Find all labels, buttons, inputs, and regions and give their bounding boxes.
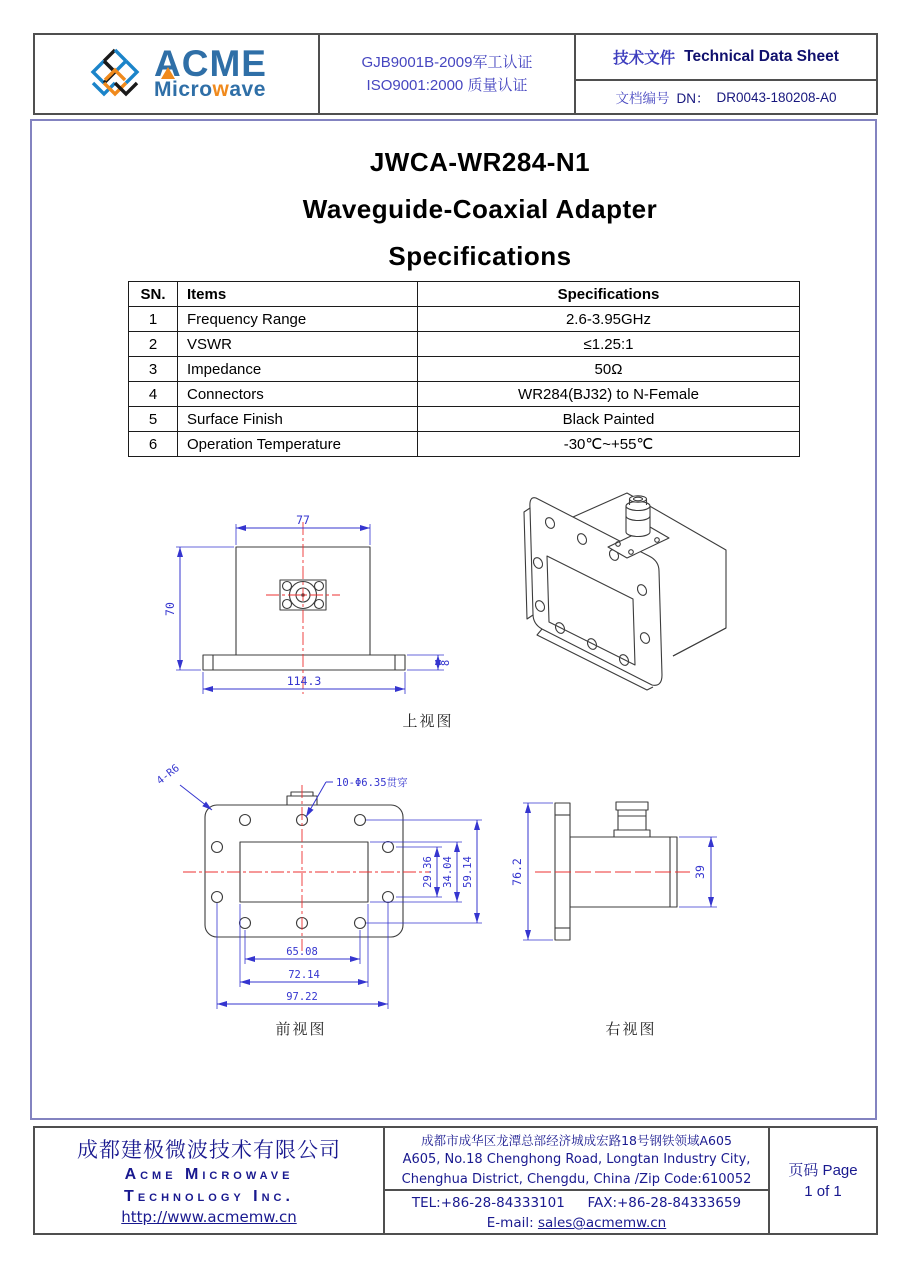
top-view-geometry [203, 547, 405, 670]
dim-body-height: 39 [693, 865, 707, 879]
email-label: E-mail: [486, 1215, 534, 1231]
header-items: Items [178, 282, 418, 307]
section-title: Specifications [388, 241, 572, 271]
dim-top-width: 77 [296, 513, 310, 527]
page-label: 页码 Page [788, 1161, 858, 1179]
cell-sn: 4 [129, 382, 178, 407]
label-corner-radius: 4-R6 [154, 762, 182, 788]
company-name-en-1: Acme Microwave [124, 1166, 294, 1183]
cell-spec: -30℃~+55℃ [418, 432, 800, 457]
right-view-caption: 右视图 [605, 1021, 657, 1038]
doc-number-label-zh: 文档编号 [615, 91, 670, 106]
table-row [129, 407, 800, 432]
acme-logo-mark-icon [86, 47, 144, 101]
label-holes: 10-Φ6.35贯穿 [336, 777, 408, 789]
right-view-geometry [555, 802, 677, 940]
top-view-drawing [150, 488, 470, 728]
cell-item: Surface Finish [178, 407, 418, 432]
dim-height: 70 [163, 602, 177, 616]
cell-sn: 5 [129, 407, 178, 432]
address-en-1: A605, No.18 Chenghong Road, Longtan Industry City, [402, 1152, 751, 1167]
address-zh: 成都市成华区龙潭总部经济城成宏路18号钢铁领域A605 [421, 1133, 732, 1148]
table-header-row [129, 282, 800, 307]
dim-base-width: 114.3 [286, 674, 322, 688]
address-block [385, 1128, 768, 1191]
doc-number-value: DR0043-180208-A0 [716, 89, 837, 105]
doc-number-row [576, 81, 876, 113]
doc-type-en: Technical Data Sheet [684, 48, 839, 65]
logo-wordmark [154, 43, 267, 101]
doc-info-cell [576, 35, 876, 113]
company-name-zh: 成都建极微波技术有限公司 [77, 1139, 341, 1162]
email-link[interactable]: sales@acmemw.cn [537, 1215, 667, 1231]
top-view-caption: 上视图 [402, 713, 454, 730]
certification-cell [320, 35, 576, 113]
fax-value: FAX:+86-28-84333659 [587, 1195, 742, 1211]
cell-spec: 50Ω [418, 357, 800, 382]
company-name-en-2: Technology Inc. [124, 1188, 294, 1205]
front-view-drawing [150, 757, 500, 1019]
dim-h3: 97.22 [286, 991, 318, 1003]
table-row [129, 432, 800, 457]
product-model-title: JWCA-WR284-N1 [369, 147, 591, 177]
email-line [385, 1213, 768, 1233]
cell-sn: 3 [129, 357, 178, 382]
table-row [129, 332, 800, 357]
cell-sn: 6 [129, 432, 178, 457]
dim-base-thickness: 8 [440, 659, 452, 667]
dim-flange-height: 76.2 [510, 858, 524, 886]
header-specifications: Specifications [418, 282, 800, 307]
front-view-geometry [205, 792, 403, 937]
front-view-caption: 前视图 [275, 1021, 327, 1038]
contact-block [385, 1191, 768, 1233]
dim-v1: 29.36 [422, 856, 434, 888]
logo-acme-text: ACME [154, 43, 267, 84]
dim-h1: 65.08 [286, 946, 318, 958]
doc-type-zh: 技术文件 [613, 50, 676, 67]
certification-line-1: GJB9001B-2009军工认证 [361, 54, 533, 71]
header-bar [33, 33, 878, 115]
footer-address-cell [385, 1128, 770, 1233]
cell-sn: 2 [129, 332, 178, 357]
page-value: 1 of 1 [804, 1182, 842, 1200]
doc-number-label-en: DN： [676, 91, 710, 106]
logo-a-triangle-icon [161, 67, 175, 79]
tel-value: TEL:+86-28-84333101 [411, 1195, 565, 1211]
footer-bar [33, 1126, 878, 1235]
iso-connector [608, 496, 669, 558]
cell-spec: ≤1.25:1 [418, 332, 800, 357]
website-link[interactable]: http://www.acmemw.cn [121, 1208, 297, 1226]
doc-type-row [576, 35, 876, 81]
dim-v2: 34.04 [442, 856, 454, 888]
cell-item: Operation Temperature [178, 432, 418, 457]
tel-fax-line [385, 1193, 768, 1213]
footer-page-cell [770, 1128, 876, 1233]
dim-h2: 72.14 [288, 969, 320, 981]
dim-v3: 59.14 [462, 856, 474, 888]
address-en-2: Chenghua District, Chengdu, China /Zip Code:610052 [401, 1172, 752, 1187]
cell-item: Frequency Range [178, 307, 418, 332]
right-view-drawing [505, 782, 780, 987]
cell-item: Impedance [178, 357, 418, 382]
footer-company-cell [35, 1128, 385, 1233]
cell-spec: 2.6-3.95GHz [418, 307, 800, 332]
certification-line-2: ISO9001:2000 质量认证 [366, 77, 528, 94]
product-name-title: Waveguide-Coaxial Adapter [302, 194, 658, 224]
cell-spec: WR284(BJ32) to N-Female [418, 382, 800, 407]
spec-table [128, 281, 800, 457]
cell-spec: Black Painted [418, 407, 800, 432]
header-sn: SN. [129, 282, 178, 307]
logo-cell [35, 35, 320, 113]
table-row [129, 307, 800, 332]
logo-microwave-text: Microwave [154, 78, 266, 101]
table-row [129, 382, 800, 407]
cell-item: Connectors [178, 382, 418, 407]
logo-orange-w: w [212, 78, 230, 101]
cell-item: VSWR [178, 332, 418, 357]
table-row [129, 357, 800, 382]
cell-sn: 1 [129, 307, 178, 332]
isometric-view-drawing [490, 468, 760, 703]
